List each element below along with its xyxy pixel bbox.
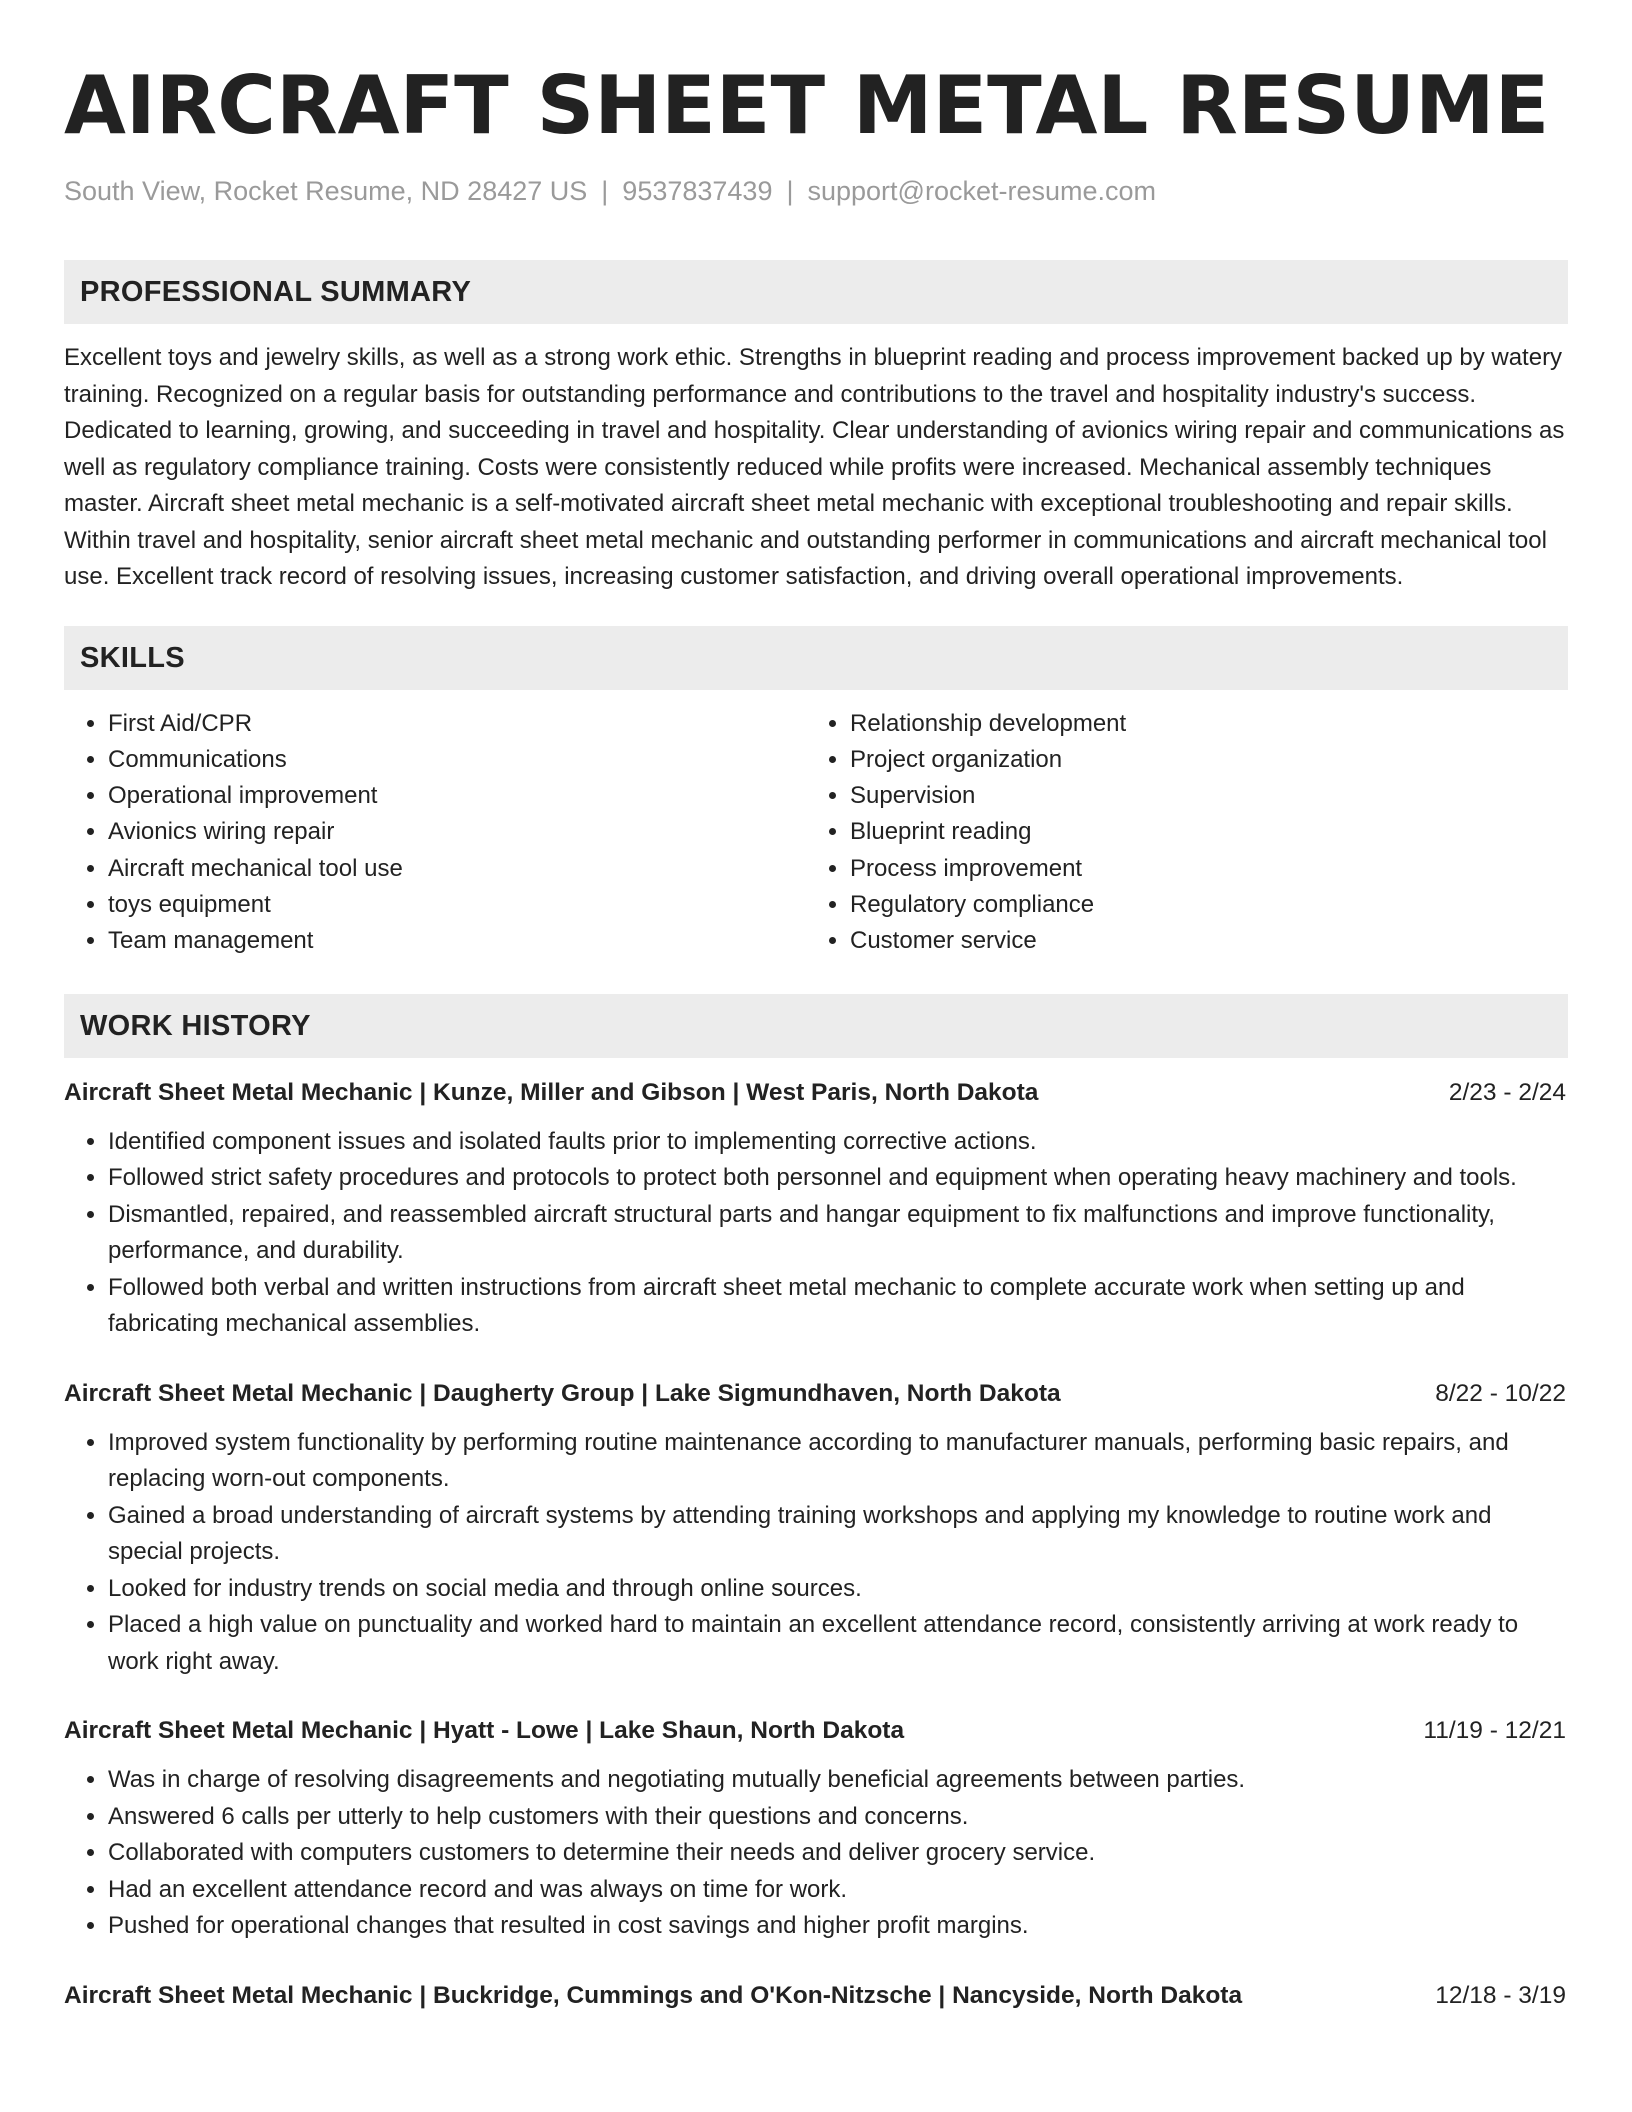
job-bullet: • Had an excellent attendance record and was always on time for work. [108, 1872, 1568, 1909]
skills-column-right [806, 706, 1568, 960]
skill-item: • Project organization [850, 742, 1568, 778]
job-bullets [64, 1124, 1568, 1343]
skills-list [64, 706, 1568, 960]
job-bullet: • Dismantled, repaired, and reassembled aircraft structural parts and hangar equipment to fix malfunctions and improve functionality, performance, and durability. [108, 1197, 1568, 1270]
skill-item: • Customer service [850, 923, 1568, 959]
skill-item: • Blueprint reading [850, 814, 1568, 850]
job-entry [64, 1714, 1568, 1945]
skill-item: • First Aid/CPR [108, 706, 806, 742]
work-history-list [64, 1076, 1568, 2013]
job-title: Aircraft Sheet Metal Mechanic | Buckridge, Cummings and O'Kon-Nitzsche | Nancyside, North Dakota [64, 1981, 1243, 2009]
skills-heading: SKILLS [64, 626, 1568, 690]
job-bullet: • Was in charge of resolving disagreements and negotiating mutually beneficial agreements between parties. [108, 1762, 1568, 1799]
job-title: Aircraft Sheet Metal Mechanic | Hyatt - Lowe | Lake Shaun, North Dakota [64, 1717, 905, 1745]
job-bullet: • Gained a broad understanding of aircraft systems by attending training workshops and applying my knowledge to routine work and special projects. [108, 1498, 1568, 1571]
job-dates: 12/18 - 3/19 [1435, 1981, 1566, 2009]
work-history-heading: WORK HISTORY [64, 994, 1568, 1058]
contact-separator: | [601, 176, 609, 206]
skill-item: • Avionics wiring repair [108, 814, 806, 850]
skill-item: • Team management [108, 923, 806, 959]
skill-item: • Process improvement [850, 851, 1568, 887]
job-bullet: • Collaborated with computers customers to determine their needs and deliver grocery service. [108, 1835, 1568, 1872]
job-header [64, 1076, 1568, 1110]
job-dates: 11/19 - 12/21 [1423, 1717, 1566, 1745]
skills-column-left [64, 706, 806, 960]
job-entry [64, 1979, 1568, 2013]
job-bullets [64, 1762, 1568, 1945]
contact-email: support@rocket-resume.com [807, 176, 1157, 206]
skill-item: • Relationship development [850, 706, 1568, 742]
resume-page [64, 0, 1568, 2013]
job-title: Aircraft Sheet Metal Mechanic | Daugherty Group | Lake Sigmundhaven, North Dakota [64, 1379, 1061, 1407]
skill-item: • Aircraft mechanical tool use [108, 851, 806, 887]
job-dates: 2/23 - 2/24 [1448, 1078, 1566, 1106]
job-bullet: • Followed strict safety procedures and protocols to protect both personnel and equipment when operating heavy machinery and tools. [108, 1160, 1568, 1197]
contact-address: South View, Rocket Resume, ND 28427 US [64, 176, 588, 206]
job-entry [64, 1377, 1568, 1681]
job-bullets [64, 1425, 1568, 1681]
job-bullet: • Improved system functionality by performing routine maintenance according to manufacturer manuals, performing basic repairs, and replacing worn-out components. [108, 1425, 1568, 1498]
summary-text: Excellent toys and jewelry skills, as well as a strong work ethic. Strengths in blueprint reading and process improvement backed up by watery training. Recognized on a regular basis for outstanding performance and contributions to the travel and hospitality industry's success. Dedicated to learning, growing, and succeeding in travel and hospitality. Clear understanding of avionics wiring repair and communications as well as regulatory compliance training. Costs were consistently reduced while profits were increased. Mechanical assembly techniques master. Aircraft sheet metal mechanic is a self-motivated aircraft sheet metal mechanic with exceptional troubleshooting and repair skills. Within travel and hospitality, senior aircraft sheet metal mechanic and outstanding performer in communications and aircraft mechanical tool use. Excellent track record of resolving issues, increasing customer satisfaction, and driving overall operational improvements. [64, 344, 1565, 590]
skill-item: • Communications [108, 742, 806, 778]
contact-line [64, 174, 1568, 208]
summary-heading: PROFESSIONAL SUMMARY [64, 260, 1568, 324]
skill-item: • Operational improvement [108, 778, 806, 814]
job-dates: 8/22 - 10/22 [1435, 1379, 1566, 1407]
contact-phone: 9537837439 [622, 176, 773, 206]
job-header [64, 1714, 1568, 1748]
resume-title: AIRCRAFT SHEET METAL RESUME [64, 59, 1550, 152]
job-bullet: • Placed a high value on punctuality and worked hard to maintain an excellent attendance record, consistently arriving at work ready to work right away. [108, 1607, 1568, 1680]
skill-item: • Regulatory compliance [850, 887, 1568, 923]
job-bullet: • Pushed for operational changes that resulted in cost savings and higher profit margins. [108, 1908, 1568, 1945]
job-bullet: • Identified component issues and isolated faults prior to implementing corrective actions. [108, 1124, 1568, 1161]
job-header [64, 1377, 1568, 1411]
job-bullet: • Answered 6 calls per utterly to help customers with their questions and concerns. [108, 1799, 1568, 1836]
skill-item: • toys equipment [108, 887, 806, 923]
job-bullet: • Looked for industry trends on social media and through online sources. [108, 1571, 1568, 1608]
job-title: Aircraft Sheet Metal Mechanic | Kunze, Miller and Gibson | West Paris, North Dakota [64, 1078, 1039, 1106]
job-bullet: • Followed both verbal and written instructions from aircraft sheet metal mechanic to complete accurate work when setting up and fabricating mechanical assemblies. [108, 1270, 1568, 1343]
contact-separator: | [786, 176, 794, 206]
skill-item: • Supervision [850, 778, 1568, 814]
job-header [64, 1979, 1568, 2013]
job-entry [64, 1076, 1568, 1343]
